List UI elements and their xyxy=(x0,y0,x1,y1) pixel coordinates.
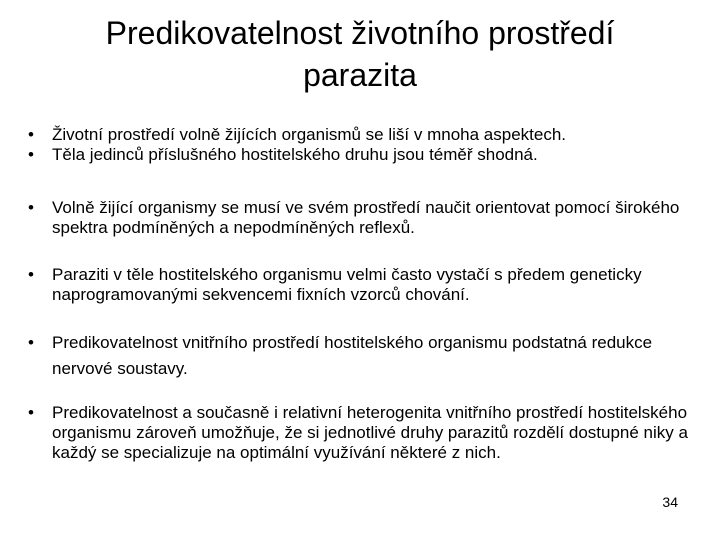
bullet-text: Predikovatelnost vnitřního prostředí hostitelského organismu podstatná redukce nervové soustavy. xyxy=(52,333,653,378)
bullet-text: Životní prostředí volně žijících organismů se liší v mnoha aspektech. xyxy=(52,125,567,144)
bullet-text: Volně žijící organismy se musí ve svém prostředí naučit orientovat pomocí širokého spektra podmíněných a nepodmíněných reflexů. xyxy=(52,198,680,237)
bullet-item xyxy=(28,403,698,463)
bullet-text: Těla jedinců příslušného hostitelského druhu jsou téměř shodná. xyxy=(52,145,538,164)
bullet-text: Predikovatelnost a současně i relativní heterogenita vnitřního prostředí hostitelského organismu zároveň umožňuje, že si jednotlivé druhy parazitů rozdělí dostupné niky a každý se specializuje na optimální využívání některé z nich. xyxy=(52,403,688,462)
bullet-marker: • xyxy=(28,125,34,144)
bullet-group-3 xyxy=(28,265,698,305)
bullet-group-1 xyxy=(28,125,698,165)
bullet-item xyxy=(28,125,698,145)
bullet-marker: • xyxy=(28,145,34,164)
bullet-text: Paraziti v těle hostitelského organismu velmi často vystačí s předem geneticky naprogramovanými sekvencemi fixních vzorců chování. xyxy=(52,265,642,304)
bullet-item xyxy=(28,330,698,382)
bullet-marker: • xyxy=(28,265,34,284)
bullet-item xyxy=(28,145,698,165)
bullet-marker: • xyxy=(28,198,34,217)
page-number: 34 xyxy=(662,494,678,510)
slide-title-line-2: parazita xyxy=(303,57,417,93)
slide-title-line-1: Predikovatelnost životního prostředí xyxy=(105,15,615,51)
bullet-group-4 xyxy=(28,330,698,382)
bullet-group-5 xyxy=(28,403,698,463)
bullet-marker: • xyxy=(28,333,34,352)
bullet-item xyxy=(28,265,698,305)
bullet-item xyxy=(28,198,698,238)
bullet-marker: • xyxy=(28,403,34,422)
slide-title xyxy=(40,12,680,96)
bullet-group-2 xyxy=(28,198,698,238)
